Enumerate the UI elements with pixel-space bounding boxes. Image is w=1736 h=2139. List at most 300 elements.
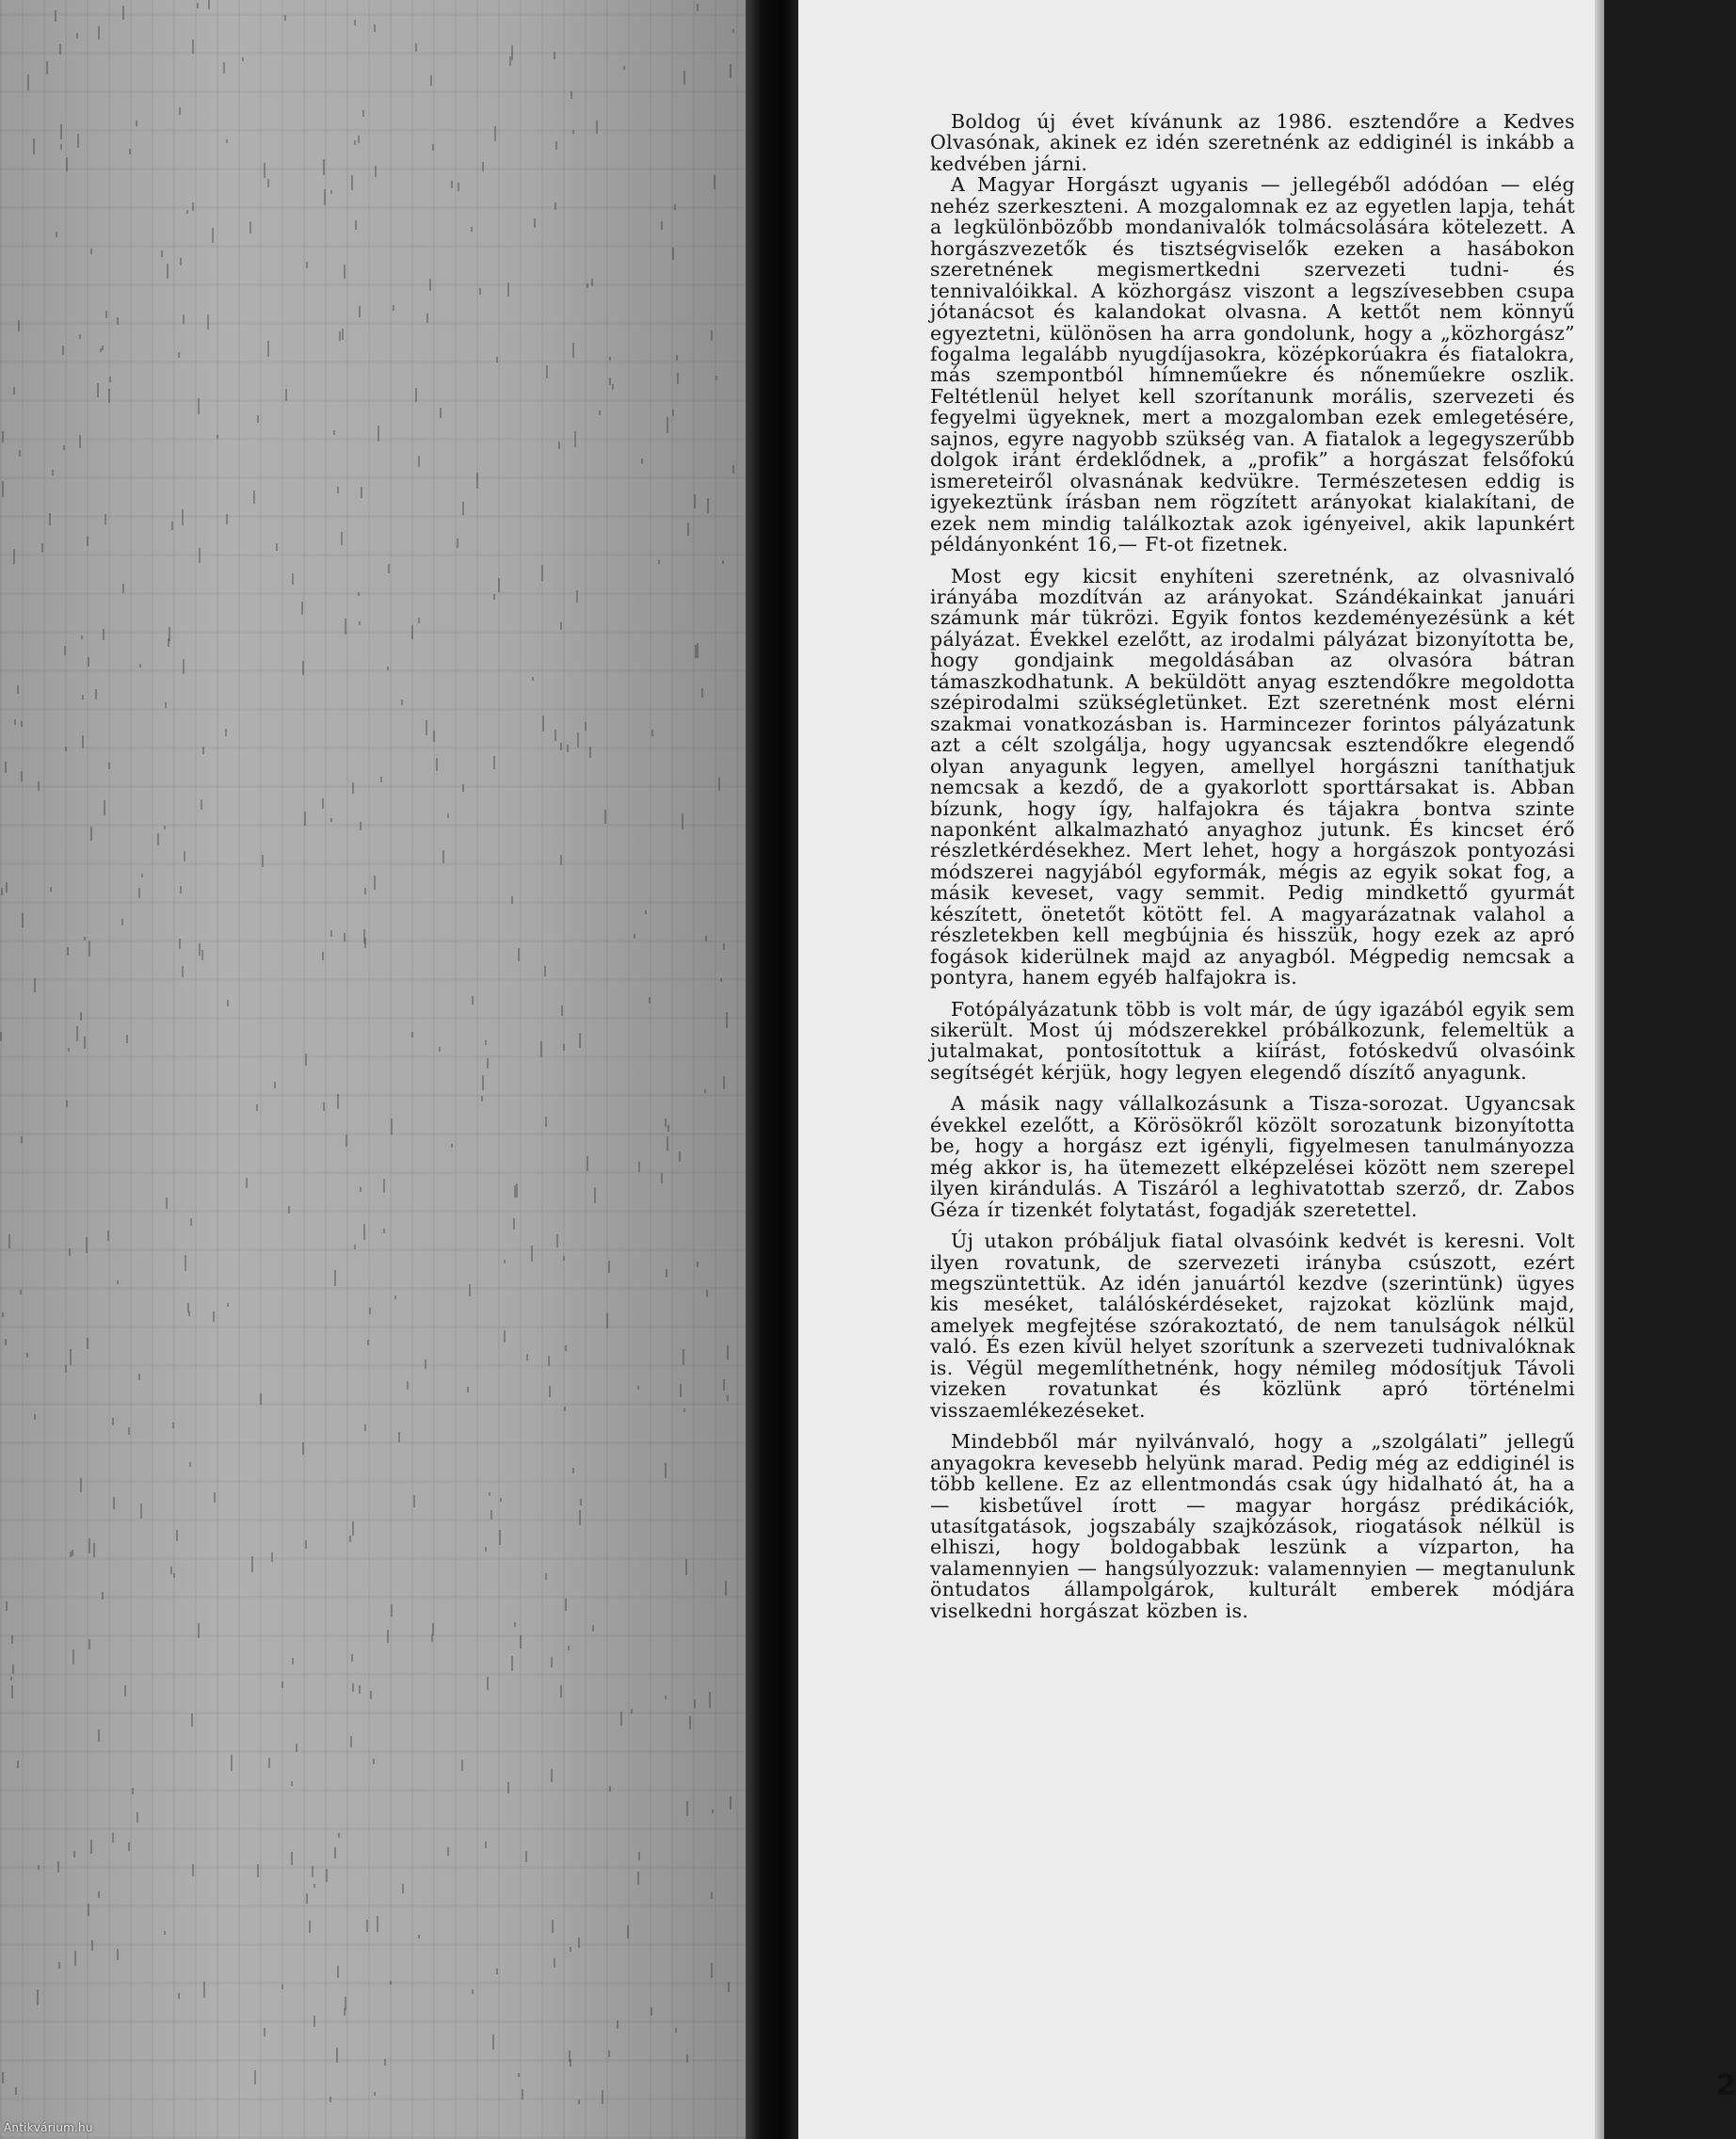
texture-speck bbox=[80, 1012, 82, 1021]
texture-speck bbox=[226, 514, 228, 524]
texture-speck bbox=[1, 888, 3, 895]
texture-speck bbox=[344, 265, 346, 279]
texture-speck bbox=[212, 228, 214, 243]
texture-speck bbox=[554, 1958, 555, 1968]
texture-speck bbox=[199, 943, 201, 956]
texture-speck bbox=[141, 874, 143, 877]
texture-speck bbox=[649, 997, 651, 1004]
texture-speck bbox=[87, 1338, 88, 1349]
texture-speck bbox=[122, 6, 124, 20]
texture-speck bbox=[380, 777, 382, 782]
texture-speck bbox=[79, 334, 81, 339]
texture-speck bbox=[572, 343, 574, 358]
right-page bbox=[798, 0, 1736, 2139]
texture-speck bbox=[178, 352, 180, 358]
texture-speck bbox=[687, 523, 689, 536]
texture-speck bbox=[37, 1989, 39, 2005]
texture-speck bbox=[387, 1630, 389, 1643]
texture-speck bbox=[260, 1393, 262, 1405]
texture-speck bbox=[426, 720, 427, 735]
texture-speck bbox=[570, 1947, 571, 1952]
texture-speck bbox=[197, 3, 199, 8]
texture-speck bbox=[88, 1639, 90, 1649]
texture-speck bbox=[91, 1940, 93, 1951]
texture-speck bbox=[564, 1407, 566, 1411]
texture-speck bbox=[65, 747, 67, 751]
texture-speck bbox=[349, 1536, 351, 1542]
texture-speck bbox=[627, 1925, 629, 1938]
texture-speck bbox=[658, 560, 660, 564]
texture-speck bbox=[33, 138, 35, 154]
texture-speck bbox=[701, 688, 703, 698]
texture-speck bbox=[494, 126, 496, 141]
texture-speck bbox=[520, 1635, 522, 1648]
texture-speck bbox=[675, 2028, 677, 2033]
texture-speck bbox=[579, 1510, 581, 1525]
texture-speck bbox=[81, 635, 83, 639]
texture-speck bbox=[55, 10, 56, 22]
texture-speck bbox=[730, 64, 731, 78]
texture-speck bbox=[697, 1262, 699, 1267]
texture-speck bbox=[565, 1599, 567, 1611]
texture-speck bbox=[80, 1478, 82, 1492]
texture-speck bbox=[73, 1851, 75, 1858]
texture-speck bbox=[574, 431, 576, 447]
texture-speck bbox=[555, 141, 557, 150]
texture-speck bbox=[18, 320, 20, 331]
texture-speck bbox=[82, 695, 84, 700]
texture-speck bbox=[67, 947, 69, 956]
texture-speck bbox=[725, 1581, 727, 1596]
texture-speck bbox=[546, 365, 548, 378]
texture-speck bbox=[608, 1261, 610, 1273]
texture-speck bbox=[433, 731, 435, 742]
texture-speck bbox=[346, 1134, 347, 1147]
texture-speck bbox=[545, 1573, 547, 1580]
texture-speck bbox=[285, 389, 287, 401]
texture-speck bbox=[171, 522, 173, 530]
texture-speck bbox=[487, 1677, 489, 1690]
texture-speck bbox=[288, 1206, 290, 1214]
texture-speck bbox=[666, 1269, 667, 1278]
texture-speck bbox=[714, 175, 715, 189]
texture-speck bbox=[122, 584, 124, 593]
texture-speck bbox=[267, 341, 269, 357]
texture-speck bbox=[34, 978, 36, 992]
texture-speck bbox=[727, 1395, 729, 1401]
texture-speck bbox=[72, 1550, 73, 1556]
texture-speck bbox=[180, 886, 182, 893]
texture-speck bbox=[186, 210, 188, 214]
texture-speck bbox=[257, 415, 259, 423]
texture-speck bbox=[355, 220, 357, 230]
texture-speck bbox=[709, 1692, 711, 1708]
texture-speck bbox=[637, 1386, 639, 1390]
texture-speck bbox=[322, 798, 324, 809]
texture-speck bbox=[180, 258, 182, 265]
texture-speck bbox=[292, 1658, 294, 1665]
texture-speck bbox=[567, 745, 569, 752]
texture-speck bbox=[62, 346, 64, 355]
texture-speck bbox=[513, 1218, 515, 1230]
texture-speck bbox=[360, 1187, 362, 1192]
texture-speck bbox=[27, 74, 29, 90]
texture-speck bbox=[49, 513, 51, 525]
texture-speck bbox=[518, 2073, 520, 2077]
texture-speck bbox=[540, 1041, 542, 1057]
texture-speck bbox=[361, 487, 362, 498]
texture-speck bbox=[680, 1384, 682, 1397]
texture-speck bbox=[109, 377, 111, 382]
texture-speck bbox=[165, 702, 167, 708]
texture-speck bbox=[292, 573, 294, 585]
texture-speck bbox=[121, 919, 123, 925]
page-number: 2 bbox=[1716, 2069, 1736, 2102]
texture-speck bbox=[545, 1117, 547, 1127]
texture-speck bbox=[168, 638, 169, 647]
texture-speck bbox=[723, 943, 725, 950]
texture-speck bbox=[560, 743, 562, 750]
texture-speck bbox=[284, 15, 286, 21]
texture-speck bbox=[326, 1869, 328, 1882]
texture-speck bbox=[302, 1442, 304, 1455]
texture-speck bbox=[102, 1592, 104, 1600]
texture-speck bbox=[511, 896, 513, 904]
texture-speck bbox=[548, 1356, 550, 1366]
texture-speck bbox=[358, 592, 360, 596]
texture-speck bbox=[525, 1851, 527, 1862]
texture-speck bbox=[447, 1847, 449, 1856]
texture-speck bbox=[167, 264, 169, 279]
paragraph-6: Új utakon próbáljuk fiatal olvasóink kedvét is keresni. Volt ilyen rovatunk, de szervezeti irányba csúszott, ezért megszüntettük. Az idén januártól kezdve (szerintünk) ügyes kis meséket, találóskérdéseket, rajzokat közlünk majd, amelyek megfejtése szórakoztató, de nem tanulságok nélkül való. És ezen kívül helyet szorítunk a szervezeti tudnivalóknak is. Végül megemlíthetnénk, hogy némileg módosítjuk Távoli vizeken rovatunkat és közlünk apró történelmi visszaemlékezéseket. bbox=[930, 1230, 1575, 1422]
texture-speck bbox=[305, 1540, 307, 1549]
texture-speck bbox=[352, 782, 354, 794]
texture-speck bbox=[20, 1290, 22, 1295]
texture-speck bbox=[129, 149, 131, 154]
texture-speck bbox=[683, 1408, 685, 1412]
texture-speck bbox=[482, 162, 484, 171]
texture-speck bbox=[458, 183, 459, 191]
texture-speck bbox=[704, 1089, 706, 1093]
texture-speck bbox=[560, 855, 562, 865]
texture-speck bbox=[391, 1604, 393, 1616]
texture-speck bbox=[190, 1218, 192, 1226]
texture-speck bbox=[727, 1345, 729, 1359]
texture-speck bbox=[596, 121, 598, 134]
texture-speck bbox=[126, 1035, 128, 1043]
texture-speck bbox=[679, 1151, 681, 1162]
texture-speck bbox=[60, 124, 62, 139]
texture-speck bbox=[140, 1504, 142, 1519]
texture-speck bbox=[462, 784, 464, 792]
texture-speck bbox=[485, 1547, 487, 1552]
texture-speck bbox=[402, 1884, 404, 1893]
texture-speck bbox=[117, 317, 119, 325]
texture-speck bbox=[337, 1966, 339, 1978]
texture-speck bbox=[504, 1330, 506, 1343]
texture-speck bbox=[599, 410, 601, 415]
texture-speck bbox=[136, 121, 137, 126]
texture-speck bbox=[251, 1556, 253, 1572]
texture-speck bbox=[213, 1311, 215, 1322]
texture-speck bbox=[112, 1418, 114, 1425]
texture-speck bbox=[563, 1256, 565, 1261]
texture-speck bbox=[341, 532, 343, 545]
texture-speck bbox=[374, 24, 376, 32]
texture-speck bbox=[267, 179, 269, 187]
texture-speck bbox=[2, 1312, 4, 1317]
texture-speck bbox=[375, 166, 377, 177]
texture-speck bbox=[192, 202, 194, 211]
texture-speck bbox=[472, 1989, 474, 1994]
texture-speck bbox=[568, 1646, 570, 1650]
texture-speck bbox=[665, 1696, 667, 1699]
texture-speck bbox=[447, 813, 449, 818]
texture-speck bbox=[68, 1048, 70, 1052]
texture-speck bbox=[231, 1755, 233, 1771]
texture-speck bbox=[602, 2090, 603, 2104]
texture-speck bbox=[342, 329, 344, 340]
texture-speck bbox=[549, 1386, 551, 1397]
texture-speck bbox=[563, 1044, 565, 1051]
texture-speck bbox=[338, 1833, 340, 1838]
texture-speck bbox=[677, 373, 679, 384]
texture-speck bbox=[138, 1374, 140, 1380]
texture-speck bbox=[179, 107, 181, 115]
texture-speck bbox=[493, 594, 495, 600]
texture-speck bbox=[369, 1308, 371, 1314]
left-page-cover bbox=[0, 0, 746, 2139]
texture-speck bbox=[560, 622, 562, 630]
texture-speck bbox=[351, 1654, 353, 1662]
texture-speck bbox=[579, 1033, 581, 1048]
texture-speck bbox=[339, 331, 341, 341]
texture-speck bbox=[541, 565, 543, 581]
texture-speck bbox=[268, 1758, 270, 1768]
texture-speck bbox=[178, 1993, 180, 1999]
texture-speck bbox=[544, 966, 546, 976]
texture-speck bbox=[330, 2097, 331, 2102]
texture-speck bbox=[609, 357, 611, 361]
texture-speck bbox=[102, 346, 104, 350]
texture-speck bbox=[256, 1104, 258, 1111]
texture-speck bbox=[637, 1872, 639, 1885]
texture-speck bbox=[366, 1920, 368, 1932]
texture-speck bbox=[462, 502, 464, 515]
texture-speck bbox=[485, 1040, 487, 1045]
texture-speck bbox=[336, 2048, 338, 2063]
texture-speck bbox=[157, 833, 159, 845]
texture-speck bbox=[2, 481, 4, 497]
texture-speck bbox=[90, 249, 92, 254]
texture-speck bbox=[723, 1076, 725, 1089]
texture-speck bbox=[124, 1685, 126, 1697]
texture-speck bbox=[305, 1053, 307, 1066]
texture-speck bbox=[661, 221, 663, 230]
texture-speck bbox=[493, 756, 495, 769]
texture-speck bbox=[451, 181, 453, 188]
texture-speck bbox=[330, 818, 332, 822]
texture-speck bbox=[161, 250, 163, 257]
texture-speck bbox=[578, 1938, 580, 1948]
texture-speck bbox=[13, 549, 15, 564]
texture-speck bbox=[104, 800, 105, 815]
texture-speck bbox=[41, 543, 43, 553]
texture-speck bbox=[84, 937, 86, 941]
texture-speck bbox=[511, 1656, 513, 1671]
texture-speck bbox=[304, 812, 306, 826]
texture-speck bbox=[56, 232, 57, 237]
texture-speck bbox=[199, 548, 201, 563]
texture-speck bbox=[363, 1224, 365, 1240]
texture-speck bbox=[132, 1788, 134, 1794]
texture-speck bbox=[374, 876, 376, 890]
texture-speck bbox=[21, 771, 23, 781]
texture-speck bbox=[351, 175, 353, 190]
texture-speck bbox=[683, 1349, 684, 1365]
texture-speck bbox=[176, 1530, 178, 1541]
texture-speck bbox=[591, 279, 593, 286]
texture-speck bbox=[201, 950, 203, 960]
texture-speck bbox=[296, 1744, 297, 1752]
texture-speck bbox=[70, 1349, 72, 1365]
texture-speck bbox=[383, 1179, 385, 1193]
texture-speck bbox=[697, 643, 699, 658]
texture-speck bbox=[208, 0, 210, 9]
texture-speck bbox=[641, 458, 643, 464]
texture-speck bbox=[88, 1904, 89, 1916]
texture-speck bbox=[64, 646, 66, 655]
texture-speck bbox=[467, 1387, 469, 1392]
texture-speck bbox=[97, 383, 99, 397]
texture-speck bbox=[571, 91, 572, 99]
texture-speck bbox=[723, 1379, 725, 1391]
texture-speck bbox=[128, 1842, 130, 1851]
texture-speck bbox=[166, 1198, 168, 1209]
texture-speck bbox=[26, 1353, 28, 1358]
texture-speck bbox=[514, 1185, 516, 1198]
texture-speck bbox=[726, 1012, 728, 1028]
texture-speck bbox=[139, 664, 141, 667]
texture-speck bbox=[281, 1985, 283, 1989]
texture-speck bbox=[667, 1125, 669, 1132]
texture-speck bbox=[697, 4, 699, 11]
texture-speck bbox=[15, 2087, 17, 2095]
texture-speck bbox=[337, 487, 339, 493]
texture-speck bbox=[309, 1921, 311, 1933]
texture-speck bbox=[431, 1634, 433, 1642]
texture-speck bbox=[0, 1032, 2, 1041]
texture-speck bbox=[88, 1538, 90, 1553]
texture-speck bbox=[617, 2020, 619, 2029]
texture-speck bbox=[620, 1712, 622, 1726]
texture-speck bbox=[413, 1495, 415, 1507]
texture-speck bbox=[306, 1893, 308, 1904]
texture-speck bbox=[689, 1716, 691, 1729]
texture-speck bbox=[6, 1601, 8, 1611]
texture-speck bbox=[383, 1229, 385, 1233]
texture-speck bbox=[695, 645, 697, 658]
texture-speck bbox=[225, 729, 227, 736]
texture-speck bbox=[732, 465, 734, 474]
texture-speck bbox=[128, 1427, 130, 1435]
texture-speck bbox=[499, 1530, 501, 1545]
texture-speck bbox=[11, 1685, 13, 1698]
texture-speck bbox=[374, 2092, 376, 2096]
texture-speck bbox=[661, 1173, 663, 1183]
texture-speck bbox=[274, 1082, 276, 1088]
texture-speck bbox=[457, 539, 458, 548]
texture-speck bbox=[38, 1865, 40, 1870]
texture-speck bbox=[554, 52, 555, 59]
texture-speck bbox=[432, 144, 434, 151]
texture-speck bbox=[686, 2054, 688, 2063]
texture-speck bbox=[10, 1677, 12, 1681]
texture-speck bbox=[425, 1359, 426, 1369]
texture-speck bbox=[324, 189, 326, 205]
texture-speck bbox=[364, 888, 366, 894]
texture-speck bbox=[551, 1657, 553, 1667]
texture-speck bbox=[518, 948, 520, 961]
texture-speck bbox=[532, 677, 534, 681]
texture-speck bbox=[711, 1892, 713, 1899]
texture-speck bbox=[711, 1963, 713, 1978]
texture-speck bbox=[330, 190, 332, 194]
texture-speck bbox=[164, 1931, 166, 1935]
texture-speck bbox=[301, 602, 303, 615]
texture-speck bbox=[362, 110, 364, 117]
texture-speck bbox=[262, 855, 264, 867]
texture-speck bbox=[683, 71, 685, 85]
texture-speck bbox=[253, 491, 255, 504]
texture-speck bbox=[13, 387, 15, 394]
texture-speck bbox=[21, 1136, 23, 1143]
texture-speck bbox=[461, 1760, 463, 1771]
texture-speck bbox=[672, 248, 674, 260]
texture-speck bbox=[360, 822, 362, 830]
texture-speck bbox=[257, 1864, 259, 1877]
texture-speck bbox=[95, 689, 97, 700]
texture-speck bbox=[345, 619, 346, 635]
paragraph-5: A másik nagy vállalkozásunk a Tisza-sorozat. Ugyancsak évekkel ezelőtt, a Körösökről közölt sorozatunk bizonyította be, hogy a horgász ezt igényli, figyelmesen tanulmányozza még akkor is, ha ütemezett elképzelései között nem szerepel ilyen kirándulás. A Tiszáról a leghivatottab szerző, dr. Zabos Géza ír tizenkét folytatást, fogadják szeretettel. bbox=[930, 1092, 1575, 1221]
texture-speck bbox=[164, 826, 166, 829]
texture-speck bbox=[203, 1982, 205, 1998]
texture-speck bbox=[63, 445, 65, 450]
texture-speck bbox=[50, 887, 52, 892]
texture-speck bbox=[77, 134, 79, 148]
texture-speck bbox=[694, 1699, 696, 1708]
texture-speck bbox=[333, 430, 335, 435]
texture-speck bbox=[522, 2089, 523, 2099]
texture-speck bbox=[418, 456, 420, 467]
texture-speck bbox=[667, 1136, 668, 1150]
texture-speck bbox=[442, 850, 444, 863]
texture-speck bbox=[359, 1685, 361, 1694]
texture-speck bbox=[344, 933, 346, 941]
texture-speck bbox=[426, 314, 428, 323]
texture-speck bbox=[651, 730, 653, 736]
texture-speck bbox=[34, 1414, 36, 1420]
texture-speck bbox=[46, 61, 48, 74]
texture-speck bbox=[173, 1573, 175, 1578]
paragraph-2: A Magyar Horgászt ugyanis — jellegéből adódóan — elég nehéz szerkeszteni. A mozgalomnak ez az egyetlen lapja, tehát a legkülönbözőbb mondanivalók tolmácsolására kötelezett. A horgászvezetők és tisztségviselők ezeken a hasábokon szeretnének megismertkedni szervezeti tudni- és tennivalóikkal. A közhorgász viszont a legszívesebben csupa jótanácsot és kalandokat olvasna. A kettőt nem könnyű egyeztetni, különösen ha arra gondolunk, hogy a „közhorgász” fogalma legalább nyugdíjasokra, középkorúakra és fiatalokra, más szempontból hímneműekre és nőneműekre oszlik. Feltétlenül helyet kell szorítanunk morális, szervezeti és fegyelmi ügyeknek, mert a mozgalomban ezek emlegetésére, sajnos, egyre nagyobb szükség van. A fiatalok a legegyszerűbb dolgok iránt érdeklődnek, a „profik” a horgászat felsőfokú ismereteiről olvasnának kedvükre. Természetesen eddig is igyekeztünk írásban nem rögzített arányokat kialakítani, de ezek nem mindig találkoztak azok igényeivel, akik lapunkért példányonként 16,— Ft-ot fizetnek. bbox=[930, 173, 1575, 556]
texture-speck bbox=[5, 1339, 7, 1345]
texture-speck bbox=[492, 2034, 494, 2050]
texture-speck bbox=[276, 543, 278, 551]
texture-speck bbox=[98, 1891, 100, 1898]
texture-speck bbox=[322, 952, 324, 960]
texture-speck bbox=[87, 537, 88, 546]
